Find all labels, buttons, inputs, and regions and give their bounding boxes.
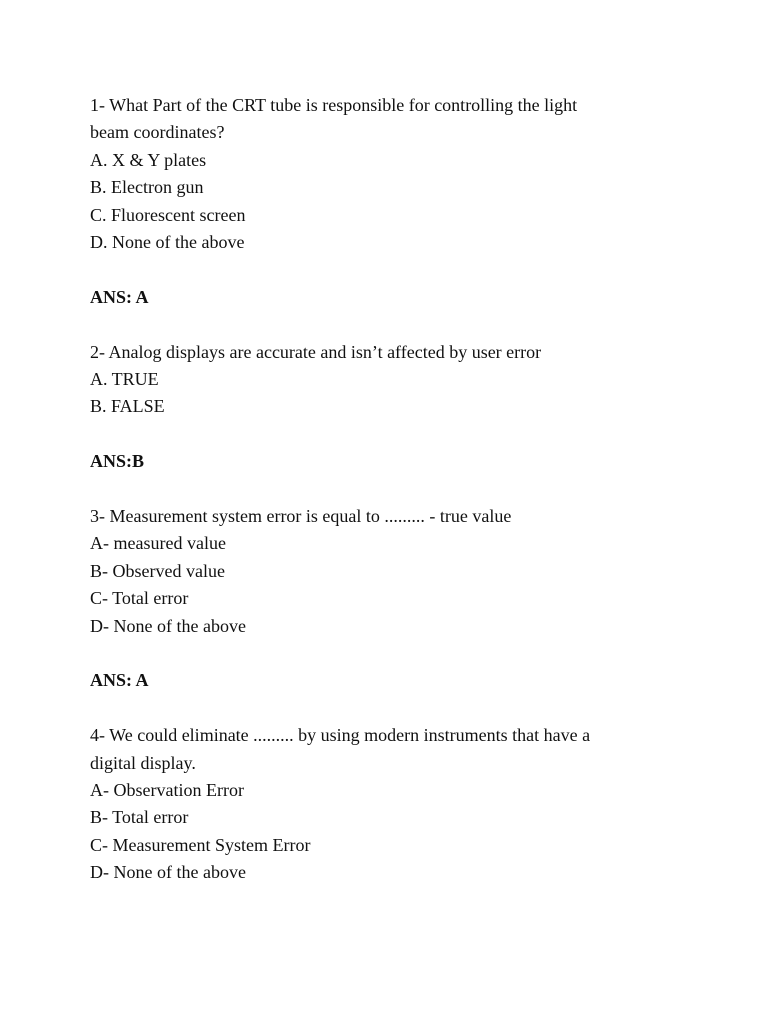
- question-1-option-c: C. Fluorescent screen: [90, 204, 246, 225]
- question-4-option-c: C- Measurement System Error: [90, 834, 311, 855]
- spacer: [90, 640, 690, 667]
- question-2-option-b: B. FALSE: [90, 396, 165, 417]
- question-3: [90, 503, 690, 722]
- question-3-answer: ANS: A: [90, 670, 149, 691]
- question-1-text-line-1: 1- What Part of the CRT tube is responsible for controlling the light: [90, 95, 578, 115]
- question-3-option-a: A- measured value: [90, 533, 226, 554]
- question-4-text-line-1: 4- We could eliminate ......... by using modern instruments that have a: [90, 725, 591, 746]
- question-3-text-line-1: 3- Measurement system error is equal to ......... - true value: [90, 506, 512, 527]
- document-page: [90, 92, 690, 887]
- question-3-option-c: C- Total error: [90, 588, 189, 609]
- spacer: [90, 311, 690, 338]
- spacer: [90, 256, 690, 283]
- question-1: [90, 92, 690, 339]
- question-1-option-a: A. X & Y plates: [90, 149, 207, 170]
- question-4-option-d: D- None of the above: [90, 862, 246, 883]
- question-2-text-line-1: 2- Analog displays are accurate and isn’t affected by user error: [90, 341, 542, 362]
- spacer: [90, 421, 690, 448]
- question-2-option-a: A. TRUE: [90, 369, 159, 390]
- question-1-option-b: B. Electron gun: [90, 177, 204, 198]
- question-3-option-d: D- None of the above: [90, 615, 246, 636]
- question-3-option-b: B- Observed value: [90, 560, 225, 581]
- question-2: [90, 339, 690, 503]
- question-2-answer: ANS:B: [90, 451, 145, 472]
- question-4: [90, 722, 690, 886]
- spacer: [90, 476, 690, 503]
- question-1-option-d: D. None of the above: [90, 232, 245, 253]
- spacer: [90, 695, 690, 722]
- question-1-answer: ANS: A: [90, 286, 149, 307]
- question-4-option-a: A- Observation Error: [90, 780, 244, 801]
- question-1-text-line-2: beam coordinates?: [90, 122, 225, 143]
- question-4-text-line-2: digital display.: [90, 752, 196, 773]
- question-4-option-b: B- Total error: [90, 807, 189, 828]
